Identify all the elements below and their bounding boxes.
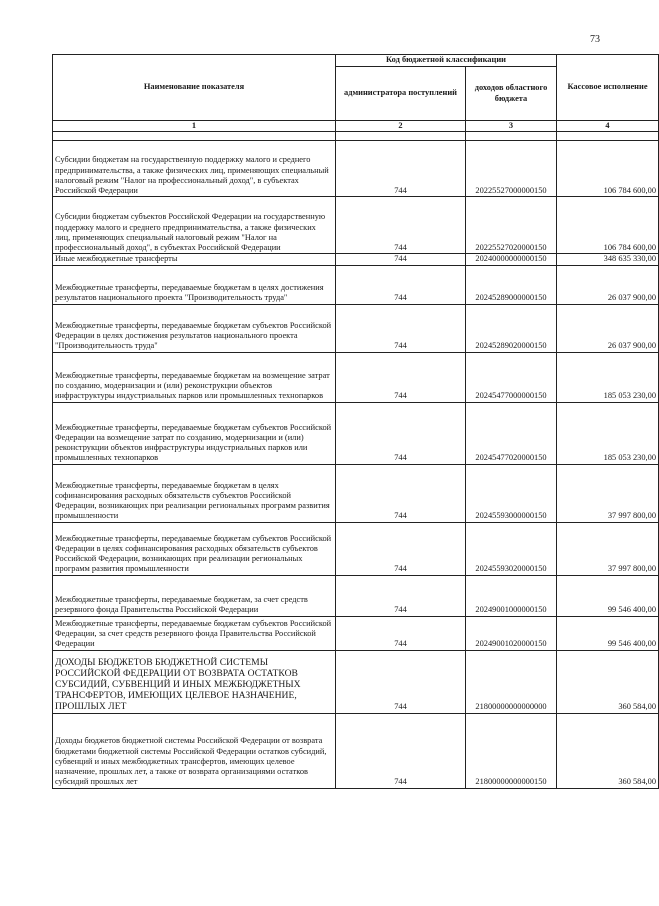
cash-amount: 106 784 600,00	[557, 141, 659, 197]
table-row	[53, 522, 659, 575]
income-code: 20225527020000150	[466, 197, 557, 254]
admin-code: 744	[336, 304, 466, 352]
income-code: 20245593000000150	[466, 464, 557, 522]
cash-amount: 26 037 900,00	[557, 265, 659, 304]
cash-amount: 99 546 400,00	[557, 616, 659, 650]
table-row	[53, 352, 659, 402]
table-row	[53, 616, 659, 650]
indicator-name: Доходы бюджетов бюджетной системы Российской Федерации от возврата бюджетами бюджетной системы Российской Федерации остатков субсидий, субвенций и иных межбюджетных трансфертов, имеющих целевое назначение, прошлых лет, а также от возврата организациями остатков субсидий прошлых лет	[53, 713, 336, 788]
admin-code: 744	[336, 141, 466, 197]
indicator-name: Межбюджетные трансферты, передаваемые бюджетам, за счет средств резервного фонда Правительства Российской Федерации	[53, 575, 336, 616]
income-code: 20249001020000150	[466, 616, 557, 650]
header-income: доходов областного бюджета	[466, 67, 557, 121]
indicator-name: Межбюджетные трансферты, передаваемые бюджетам в целях софинансирования расходных обязательств субъектов Российской Федерации, возникающих при реализации региональных программ развития промышленности	[53, 464, 336, 522]
indicator-name: Межбюджетные трансферты, передаваемые бюджетам в целях достижения результатов национального проекта "Производительность труда"	[53, 265, 336, 304]
admin-code: 744	[336, 650, 466, 713]
page-number: 73	[590, 34, 600, 45]
income-code: 20245289020000150	[466, 304, 557, 352]
indicator-name: Межбюджетные трансферты, передаваемые бюджетам субъектов Российской Федерации в целях достижения результатов национального проекта "Производительность труда"	[53, 304, 336, 352]
cash-amount: 185 053 230,00	[557, 402, 659, 464]
admin-code: 744	[336, 713, 466, 788]
income-code: 21800000000000150	[466, 713, 557, 788]
table-row	[53, 141, 659, 197]
income-code: 21800000000000000	[466, 650, 557, 713]
admin-code: 744	[336, 464, 466, 522]
table-row	[53, 713, 659, 788]
indicator-name: Межбюджетные трансферты, передаваемые бюджетам субъектов Российской Федерации в целях софинансирования расходных обязательств субъектов Российской Федерации, возникающих при реализации региональных программ развития промышленности	[53, 522, 336, 575]
admin-code: 744	[336, 197, 466, 254]
admin-code: 744	[336, 265, 466, 304]
table-row	[53, 197, 659, 254]
indicator-name: Межбюджетные трансферты, передаваемые бюджетам субъектов Российской Федерации, за счет средств резервного фонда Правительства Российской Федерации	[53, 616, 336, 650]
indicator-name: Субсидии бюджетам на государственную поддержку малого и среднего предпринимательства, а также физических лиц, применяющих специальный налоговый режим "Налог на профессиональный доход", в субъектах Российской Федерации	[53, 141, 336, 197]
table-row	[53, 402, 659, 464]
admin-code: 744	[336, 254, 466, 265]
header-classification: Код бюджетной классификации	[336, 55, 557, 67]
table-row	[53, 265, 659, 304]
cash-amount: 26 037 900,00	[557, 304, 659, 352]
header-name: Наименование показателя	[53, 55, 336, 121]
column-number: 2	[336, 121, 466, 132]
cash-amount: 348 635 330,00	[557, 254, 659, 265]
cash-amount: 106 784 600,00	[557, 197, 659, 254]
admin-code: 744	[336, 575, 466, 616]
header-admin: администратора поступлений	[336, 67, 466, 121]
income-code: 20249001000000150	[466, 575, 557, 616]
cash-amount: 360 584,00	[557, 713, 659, 788]
cash-amount: 37 997 800,00	[557, 464, 659, 522]
budget-table	[52, 54, 659, 789]
cash-amount: 99 546 400,00	[557, 575, 659, 616]
table-row	[53, 464, 659, 522]
table-row	[53, 254, 659, 265]
admin-code: 744	[336, 616, 466, 650]
admin-code: 744	[336, 522, 466, 575]
indicator-name: Субсидии бюджетам субъектов Российской Федерации на государственную поддержку малого и среднего предпринимательства, а также физических лиц, применяющих специальный налоговый режим "Налог на профессиональный доход", в субъектах Российской Федерации	[53, 197, 336, 254]
table-row	[53, 304, 659, 352]
income-code: 20245477000000150	[466, 352, 557, 402]
cash-amount: 37 997 800,00	[557, 522, 659, 575]
column-number: 4	[557, 121, 659, 132]
income-code: 20245593020000150	[466, 522, 557, 575]
income-code: 20245477020000150	[466, 402, 557, 464]
cash-amount: 360 584,00	[557, 650, 659, 713]
table-row	[53, 650, 659, 713]
cash-amount: 185 053 230,00	[557, 352, 659, 402]
table-row	[53, 575, 659, 616]
income-code: 20245289000000150	[466, 265, 557, 304]
column-numbers-row	[53, 121, 659, 132]
indicator-name: ДОХОДЫ БЮДЖЕТОВ БЮДЖЕТНОЙ СИСТЕМЫ РОССИЙСКОЙ ФЕДЕРАЦИИ ОТ ВОЗВРАТА ОСТАТКОВ СУБСИДИЙ, СУБВЕНЦИЙ И ИНЫХ МЕЖБЮДЖЕТНЫХ ТРАНСФЕРТОВ, ИМЕЮЩИХ ЦЕЛЕВОЕ НАЗНАЧЕНИЕ, ПРОШЛЫХ ЛЕТ	[53, 650, 336, 713]
spacer-row	[53, 132, 659, 141]
income-code: 20225527000000150	[466, 141, 557, 197]
indicator-name: Иные межбюджетные трансферты	[53, 254, 336, 265]
column-number: 3	[466, 121, 557, 132]
admin-code: 744	[336, 352, 466, 402]
income-code: 20240000000000150	[466, 254, 557, 265]
indicator-name: Межбюджетные трансферты, передаваемые бюджетам на возмещение затрат по созданию, модернизации и (или) реконструкции объектов инфраструктуры индустриальных парков или промышленных технопарков	[53, 352, 336, 402]
header-cash: Кассовое исполнение	[557, 55, 659, 121]
admin-code: 744	[336, 402, 466, 464]
column-number: 1	[53, 121, 336, 132]
indicator-name: Межбюджетные трансферты, передаваемые бюджетам субъектов Российской Федерации на возмещение затрат по созданию, модернизации и (или) реконструкции объектов инфраструктуры индустриальных парков или промышленных технопарков	[53, 402, 336, 464]
